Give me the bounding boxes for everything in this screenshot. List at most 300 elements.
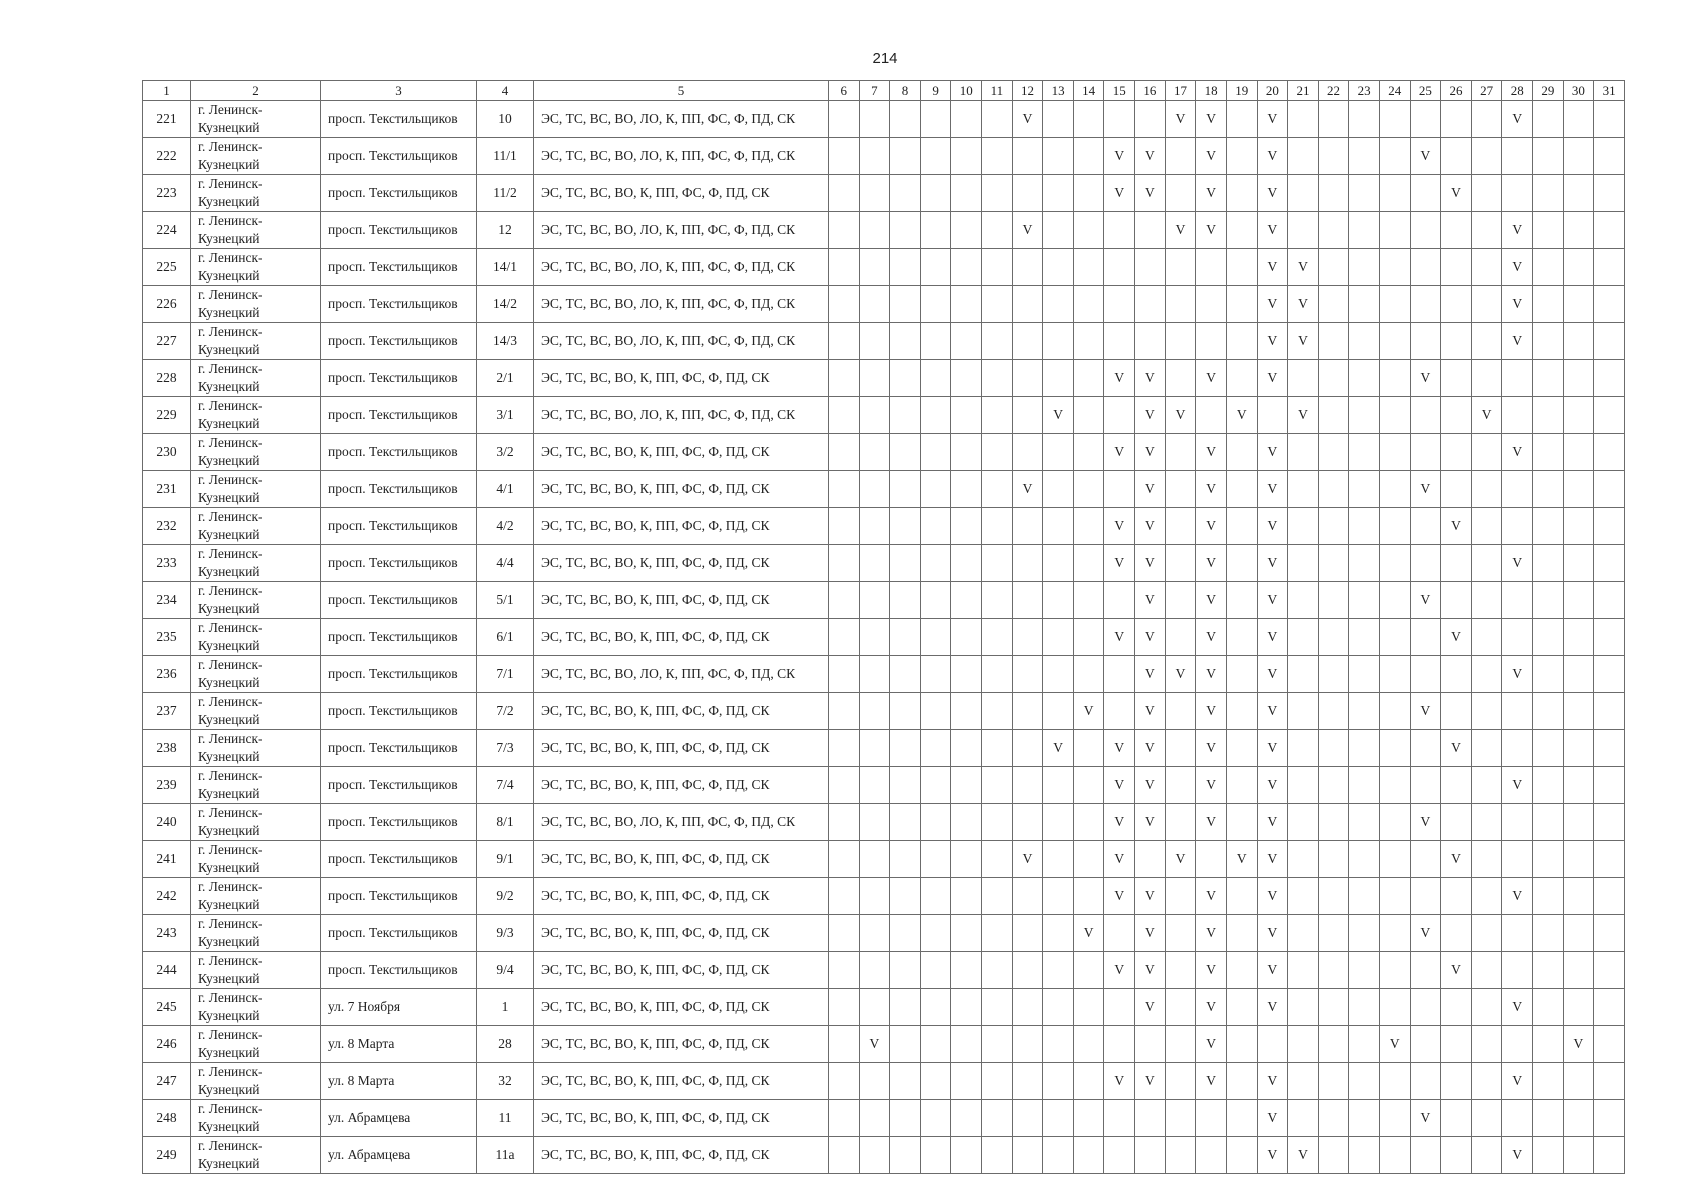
day-cell-18 <box>1196 323 1227 360</box>
check-mark: V <box>1512 444 1523 459</box>
day-cell-31 <box>1594 212 1625 249</box>
day-cell-27 <box>1471 878 1502 915</box>
day-cell-6 <box>829 249 860 286</box>
day-cell-13 <box>1043 915 1074 952</box>
column-header-29: 29 <box>1533 81 1564 101</box>
day-cell-7 <box>859 471 890 508</box>
day-cell-29 <box>1533 878 1564 915</box>
house-number-cell: 11 <box>477 1100 534 1137</box>
check-mark: V <box>1145 999 1155 1014</box>
day-cell-12 <box>1012 397 1043 434</box>
day-cell-10 <box>951 212 982 249</box>
day-cell-18 <box>1196 249 1227 286</box>
day-cell-18 <box>1196 175 1227 212</box>
day-cell-28 <box>1502 138 1533 175</box>
day-cell-10 <box>951 841 982 878</box>
column-header-13: 13 <box>1043 81 1074 101</box>
day-cell-16 <box>1135 434 1166 471</box>
city-cell <box>191 878 321 915</box>
day-cell-29 <box>1533 101 1564 138</box>
day-cell-17 <box>1165 323 1196 360</box>
day-cell-8 <box>890 841 921 878</box>
day-cell-26 <box>1441 952 1472 989</box>
day-cell-11 <box>982 471 1013 508</box>
day-cell-16 <box>1135 397 1166 434</box>
day-cell-10 <box>951 1063 982 1100</box>
day-cell-28 <box>1502 841 1533 878</box>
day-cell-6 <box>829 1063 860 1100</box>
day-cell-15 <box>1104 841 1135 878</box>
city-line-2: Кузнецкий <box>198 1119 260 1134</box>
day-cell-17 <box>1165 952 1196 989</box>
day-cell-8 <box>890 249 921 286</box>
day-cell-23 <box>1349 582 1380 619</box>
city-line-2: Кузнецкий <box>198 342 260 357</box>
services-cell: ЭС, ТС, ВС, ВО, ЛО, К, ПП, ФС, Ф, ПД, СК <box>534 804 829 841</box>
day-cell-11 <box>982 286 1013 323</box>
day-cell-30 <box>1563 1137 1594 1174</box>
day-cell-23 <box>1349 471 1380 508</box>
house-number-cell: 8/1 <box>477 804 534 841</box>
column-header-14: 14 <box>1073 81 1104 101</box>
day-cell-6 <box>829 619 860 656</box>
table-row <box>143 175 1625 212</box>
check-mark: V <box>1022 481 1033 496</box>
day-cell-27 <box>1471 656 1502 693</box>
day-cell-10 <box>951 101 982 138</box>
day-cell-31 <box>1594 619 1625 656</box>
day-cell-21 <box>1288 1063 1319 1100</box>
check-mark: V <box>1267 666 1278 681</box>
day-cell-19 <box>1226 545 1257 582</box>
day-cell-11 <box>982 582 1013 619</box>
day-cell-28 <box>1502 212 1533 249</box>
day-cell-10 <box>951 693 982 730</box>
services-cell: ЭС, ТС, ВС, ВО, К, ПП, ФС, Ф, ПД, СК <box>534 730 829 767</box>
row-number: 233 <box>143 545 191 582</box>
day-cell-26 <box>1441 323 1472 360</box>
day-cell-18 <box>1196 360 1227 397</box>
check-mark: V <box>1206 444 1216 459</box>
day-cell-24 <box>1379 841 1410 878</box>
table-row <box>143 1026 1625 1063</box>
day-cell-18 <box>1196 767 1227 804</box>
day-cell-28 <box>1502 1100 1533 1137</box>
check-mark: V <box>1420 370 1431 385</box>
check-mark: V <box>1145 814 1155 829</box>
day-cell-18 <box>1196 286 1227 323</box>
day-cell-12 <box>1012 878 1043 915</box>
check-mark: V <box>1114 185 1125 200</box>
row-number: 246 <box>143 1026 191 1063</box>
day-cell-12 <box>1012 804 1043 841</box>
street-cell: просп. Текстильщиков <box>321 360 477 397</box>
day-cell-21 <box>1288 545 1319 582</box>
city-line-1: г. Ленинск- <box>198 546 263 561</box>
day-cell-6 <box>829 545 860 582</box>
check-mark: V <box>1175 407 1186 422</box>
day-cell-14 <box>1073 101 1104 138</box>
column-header-10: 10 <box>951 81 982 101</box>
day-cell-12 <box>1012 767 1043 804</box>
day-cell-29 <box>1533 582 1564 619</box>
day-cell-14 <box>1073 360 1104 397</box>
day-cell-18 <box>1196 841 1227 878</box>
day-cell-30 <box>1563 952 1594 989</box>
day-cell-24 <box>1379 730 1410 767</box>
table-row <box>143 212 1625 249</box>
day-cell-6 <box>829 656 860 693</box>
day-cell-16 <box>1135 508 1166 545</box>
day-cell-27 <box>1471 249 1502 286</box>
day-cell-24 <box>1379 767 1410 804</box>
day-cell-16 <box>1135 360 1166 397</box>
city-cell <box>191 1026 321 1063</box>
check-mark: V <box>1145 1073 1155 1088</box>
day-cell-13 <box>1043 545 1074 582</box>
table-row <box>143 1100 1625 1137</box>
day-cell-27 <box>1471 138 1502 175</box>
row-number: 222 <box>143 138 191 175</box>
check-mark: V <box>1145 888 1155 903</box>
table-row <box>143 508 1625 545</box>
day-cell-21 <box>1288 878 1319 915</box>
day-cell-19 <box>1226 471 1257 508</box>
day-cell-13 <box>1043 619 1074 656</box>
day-cell-12 <box>1012 730 1043 767</box>
day-cell-16 <box>1135 1100 1166 1137</box>
day-cell-15 <box>1104 952 1135 989</box>
column-header-20: 20 <box>1257 81 1288 101</box>
day-cell-11 <box>982 1063 1013 1100</box>
row-number: 234 <box>143 582 191 619</box>
column-header-28: 28 <box>1502 81 1533 101</box>
check-mark: V <box>1145 703 1155 718</box>
check-mark: V <box>1114 370 1125 385</box>
city-cell <box>191 1137 321 1174</box>
check-mark: V <box>1267 999 1278 1014</box>
day-cell-15 <box>1104 989 1135 1026</box>
check-mark: V <box>1451 851 1461 866</box>
day-cell-20 <box>1257 471 1288 508</box>
day-cell-18 <box>1196 804 1227 841</box>
day-cell-16 <box>1135 323 1166 360</box>
day-cell-24 <box>1379 138 1410 175</box>
street-cell: просп. Текстильщиков <box>321 952 477 989</box>
day-cell-18 <box>1196 952 1227 989</box>
day-cell-21 <box>1288 582 1319 619</box>
day-cell-19 <box>1226 286 1257 323</box>
day-cell-12 <box>1012 989 1043 1026</box>
check-mark: V <box>1236 851 1247 866</box>
day-cell-6 <box>829 582 860 619</box>
day-cell-24 <box>1379 989 1410 1026</box>
day-cell-17 <box>1165 878 1196 915</box>
day-cell-29 <box>1533 138 1564 175</box>
day-cell-21 <box>1288 730 1319 767</box>
column-header-27: 27 <box>1471 81 1502 101</box>
column-header-31: 31 <box>1594 81 1625 101</box>
day-cell-10 <box>951 471 982 508</box>
row-number: 225 <box>143 249 191 286</box>
day-cell-10 <box>951 878 982 915</box>
day-cell-19 <box>1226 989 1257 1026</box>
day-cell-15 <box>1104 471 1135 508</box>
day-cell-11 <box>982 878 1013 915</box>
check-mark: V <box>1420 1110 1431 1125</box>
check-mark: V <box>1267 592 1278 607</box>
check-mark: V <box>1512 555 1523 570</box>
city-cell <box>191 397 321 434</box>
house-number-cell: 12 <box>477 212 534 249</box>
day-cell-30 <box>1563 878 1594 915</box>
check-mark: V <box>1267 1073 1278 1088</box>
day-cell-24 <box>1379 1063 1410 1100</box>
day-cell-10 <box>951 582 982 619</box>
day-cell-9 <box>920 915 951 952</box>
day-cell-30 <box>1563 1026 1594 1063</box>
check-mark: V <box>1267 962 1278 977</box>
day-cell-29 <box>1533 1100 1564 1137</box>
day-cell-15 <box>1104 508 1135 545</box>
day-cell-31 <box>1594 915 1625 952</box>
city-line-1: г. Ленинск- <box>198 731 263 746</box>
day-cell-31 <box>1594 508 1625 545</box>
day-cell-27 <box>1471 1063 1502 1100</box>
city-line-2: Кузнецкий <box>198 194 260 209</box>
city-line-1: г. Ленинск- <box>198 620 263 635</box>
day-cell-16 <box>1135 619 1166 656</box>
day-cell-18 <box>1196 471 1227 508</box>
day-cell-14 <box>1073 545 1104 582</box>
house-number-cell: 7/3 <box>477 730 534 767</box>
day-cell-21 <box>1288 175 1319 212</box>
check-mark: V <box>1267 851 1278 866</box>
street-cell: просп. Текстильщиков <box>321 915 477 952</box>
day-cell-16 <box>1135 1026 1166 1063</box>
day-cell-28 <box>1502 545 1533 582</box>
day-cell-7 <box>859 841 890 878</box>
row-number: 244 <box>143 952 191 989</box>
day-cell-28 <box>1502 434 1533 471</box>
day-cell-30 <box>1563 101 1594 138</box>
house-number-cell: 7/1 <box>477 656 534 693</box>
day-cell-24 <box>1379 471 1410 508</box>
day-cell-21 <box>1288 323 1319 360</box>
day-cell-26 <box>1441 545 1472 582</box>
day-cell-31 <box>1594 397 1625 434</box>
city-line-1: г. Ленинск- <box>198 1064 263 1079</box>
day-cell-14 <box>1073 508 1104 545</box>
day-cell-28 <box>1502 101 1533 138</box>
column-header-8: 8 <box>890 81 921 101</box>
day-cell-22 <box>1318 323 1349 360</box>
check-mark: V <box>1114 1073 1125 1088</box>
city-line-1: г. Ленинск- <box>198 509 263 524</box>
day-cell-27 <box>1471 767 1502 804</box>
check-mark: V <box>1267 370 1278 385</box>
column-header-3: 3 <box>321 81 477 101</box>
check-mark: V <box>869 1036 880 1051</box>
table-row <box>143 730 1625 767</box>
services-cell: ЭС, ТС, ВС, ВО, ЛО, К, ПП, ФС, Ф, ПД, СК <box>534 249 829 286</box>
day-cell-19 <box>1226 1026 1257 1063</box>
check-mark: V <box>1236 407 1247 422</box>
day-cell-7 <box>859 1026 890 1063</box>
day-cell-22 <box>1318 804 1349 841</box>
day-cell-14 <box>1073 1026 1104 1063</box>
day-cell-28 <box>1502 360 1533 397</box>
day-cell-17 <box>1165 915 1196 952</box>
day-cell-9 <box>920 212 951 249</box>
day-cell-16 <box>1135 1063 1166 1100</box>
day-cell-21 <box>1288 249 1319 286</box>
check-mark: V <box>1114 962 1125 977</box>
day-cell-12 <box>1012 1063 1043 1100</box>
day-cell-29 <box>1533 841 1564 878</box>
day-cell-12 <box>1012 175 1043 212</box>
check-mark: V <box>1206 1036 1216 1051</box>
day-cell-25 <box>1410 619 1441 656</box>
day-cell-19 <box>1226 212 1257 249</box>
services-cell: ЭС, ТС, ВС, ВО, К, ПП, ФС, Ф, ПД, СК <box>534 582 829 619</box>
day-cell-18 <box>1196 545 1227 582</box>
day-cell-12 <box>1012 545 1043 582</box>
day-cell-18 <box>1196 693 1227 730</box>
day-cell-28 <box>1502 508 1533 545</box>
day-cell-13 <box>1043 101 1074 138</box>
day-cell-8 <box>890 434 921 471</box>
day-cell-18 <box>1196 915 1227 952</box>
day-cell-14 <box>1073 1063 1104 1100</box>
day-cell-31 <box>1594 1063 1625 1100</box>
day-cell-24 <box>1379 804 1410 841</box>
row-number: 249 <box>143 1137 191 1174</box>
day-cell-19 <box>1226 1063 1257 1100</box>
check-mark: V <box>1022 222 1033 237</box>
day-cell-21 <box>1288 693 1319 730</box>
day-cell-30 <box>1563 693 1594 730</box>
day-cell-28 <box>1502 323 1533 360</box>
day-cell-23 <box>1349 619 1380 656</box>
day-cell-19 <box>1226 101 1257 138</box>
table-row <box>143 323 1625 360</box>
house-number-cell: 9/2 <box>477 878 534 915</box>
day-cell-14 <box>1073 730 1104 767</box>
day-cell-12 <box>1012 1100 1043 1137</box>
day-cell-16 <box>1135 471 1166 508</box>
day-cell-25 <box>1410 730 1441 767</box>
row-number: 227 <box>143 323 191 360</box>
day-cell-22 <box>1318 952 1349 989</box>
day-cell-21 <box>1288 804 1319 841</box>
city-line-2: Кузнецкий <box>198 379 260 394</box>
day-cell-12 <box>1012 952 1043 989</box>
services-cell: ЭС, ТС, ВС, ВО, К, ПП, ФС, Ф, ПД, СК <box>534 1063 829 1100</box>
table-row <box>143 101 1625 138</box>
day-cell-7 <box>859 804 890 841</box>
day-cell-8 <box>890 360 921 397</box>
day-cell-8 <box>890 582 921 619</box>
day-cell-19 <box>1226 656 1257 693</box>
column-header-16: 16 <box>1135 81 1166 101</box>
city-cell <box>191 730 321 767</box>
day-cell-8 <box>890 804 921 841</box>
day-cell-22 <box>1318 175 1349 212</box>
check-mark: V <box>1206 592 1216 607</box>
day-cell-20 <box>1257 878 1288 915</box>
city-line-2: Кузнецкий <box>198 897 260 912</box>
day-cell-17 <box>1165 175 1196 212</box>
day-cell-8 <box>890 1137 921 1174</box>
day-cell-15 <box>1104 1063 1135 1100</box>
column-header-26: 26 <box>1441 81 1472 101</box>
services-cell: ЭС, ТС, ВС, ВО, К, ПП, ФС, Ф, ПД, СК <box>534 989 829 1026</box>
check-mark: V <box>1267 740 1278 755</box>
day-cell-30 <box>1563 582 1594 619</box>
day-cell-14 <box>1073 582 1104 619</box>
check-mark: V <box>1451 740 1461 755</box>
check-mark: V <box>1022 111 1033 126</box>
day-cell-12 <box>1012 101 1043 138</box>
day-cell-17 <box>1165 619 1196 656</box>
check-mark: V <box>1420 148 1431 163</box>
day-cell-18 <box>1196 1137 1227 1174</box>
day-cell-24 <box>1379 249 1410 286</box>
column-header-4: 4 <box>477 81 534 101</box>
city-line-2: Кузнецкий <box>198 1008 260 1023</box>
day-cell-9 <box>920 693 951 730</box>
day-cell-19 <box>1226 878 1257 915</box>
day-cell-11 <box>982 175 1013 212</box>
check-mark: V <box>1145 925 1155 940</box>
day-cell-10 <box>951 360 982 397</box>
day-cell-17 <box>1165 1100 1196 1137</box>
day-cell-13 <box>1043 952 1074 989</box>
day-cell-22 <box>1318 767 1349 804</box>
day-cell-24 <box>1379 878 1410 915</box>
table-row <box>143 249 1625 286</box>
row-number: 230 <box>143 434 191 471</box>
day-cell-11 <box>982 212 1013 249</box>
day-cell-7 <box>859 767 890 804</box>
day-cell-19 <box>1226 175 1257 212</box>
day-cell-22 <box>1318 508 1349 545</box>
day-cell-6 <box>829 767 860 804</box>
check-mark: V <box>1451 185 1461 200</box>
table-row <box>143 471 1625 508</box>
day-cell-12 <box>1012 434 1043 471</box>
day-cell-17 <box>1165 730 1196 767</box>
city-cell <box>191 286 321 323</box>
day-cell-7 <box>859 952 890 989</box>
check-mark: V <box>1298 1147 1308 1162</box>
day-cell-6 <box>829 1137 860 1174</box>
day-cell-10 <box>951 397 982 434</box>
day-cell-15 <box>1104 545 1135 582</box>
day-cell-18 <box>1196 619 1227 656</box>
day-cell-31 <box>1594 1100 1625 1137</box>
services-cell: ЭС, ТС, ВС, ВО, К, ПП, ФС, Ф, ПД, СК <box>534 545 829 582</box>
city-cell <box>191 212 321 249</box>
day-cell-8 <box>890 508 921 545</box>
street-cell: просп. Текстильщиков <box>321 656 477 693</box>
day-cell-8 <box>890 693 921 730</box>
day-cell-18 <box>1196 730 1227 767</box>
day-cell-23 <box>1349 804 1380 841</box>
check-mark: V <box>1206 629 1216 644</box>
day-cell-17 <box>1165 101 1196 138</box>
